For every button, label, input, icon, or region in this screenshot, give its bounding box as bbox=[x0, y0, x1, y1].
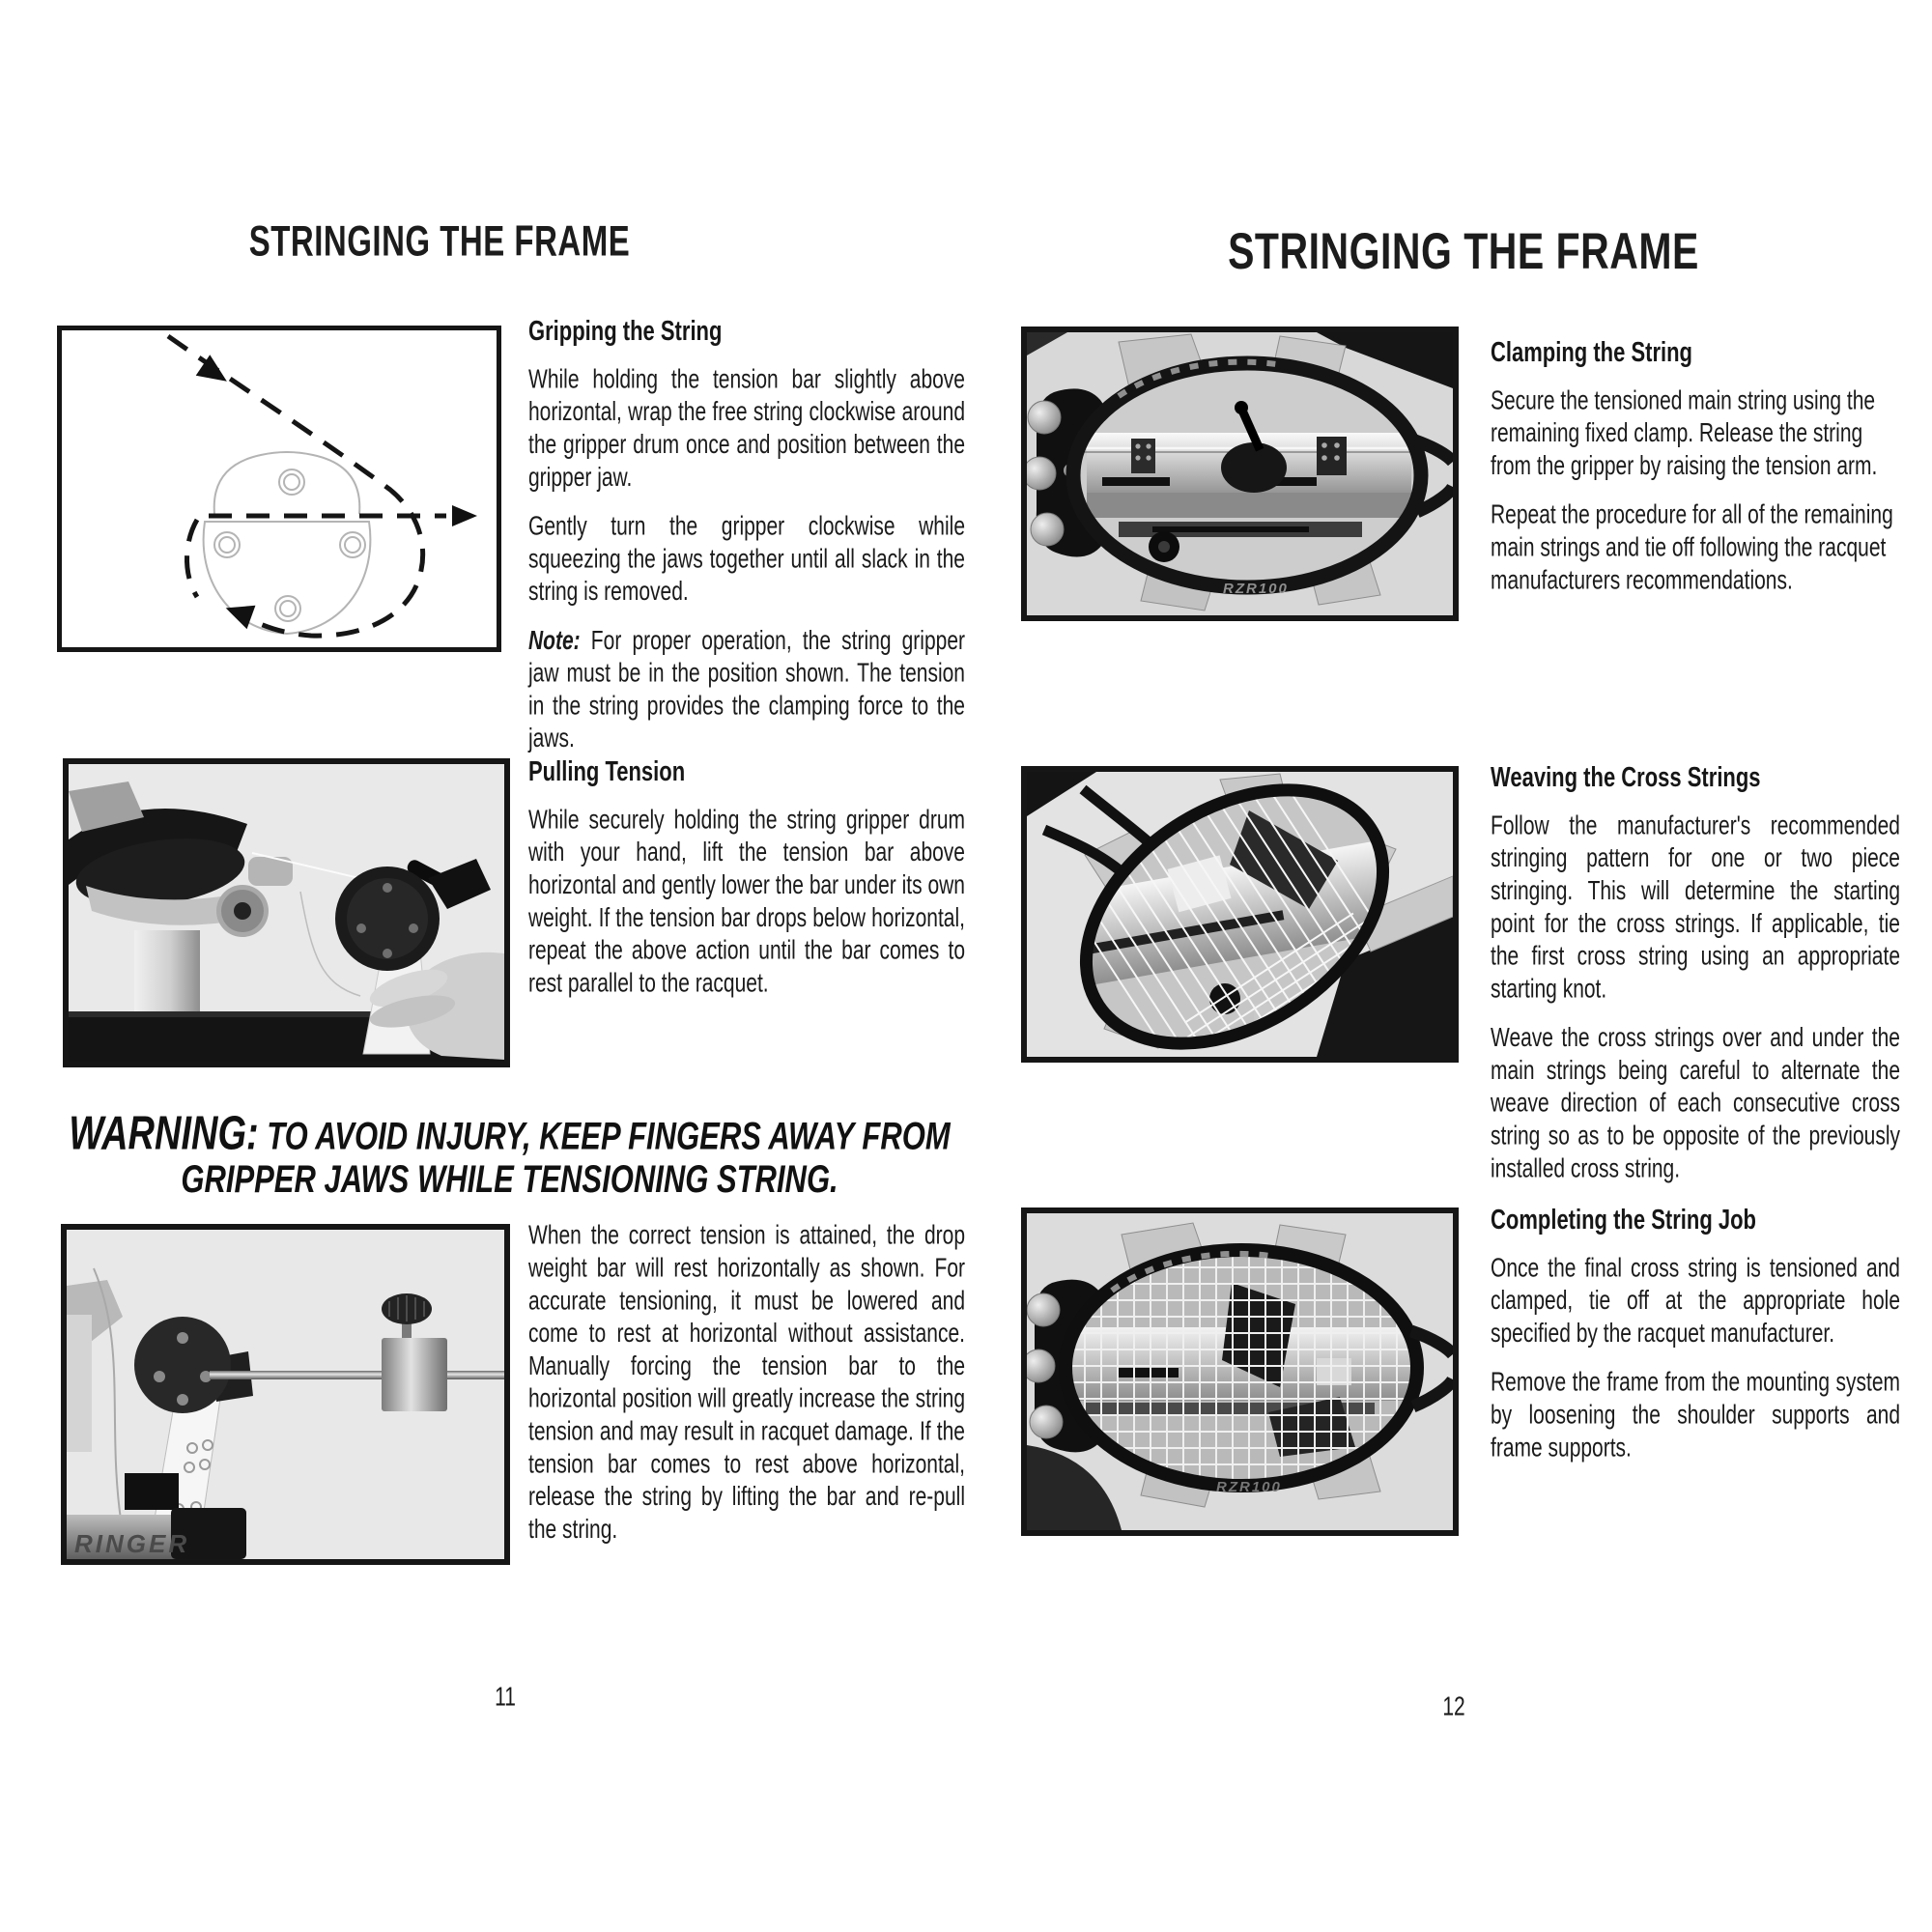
paragraph: Secure the tensioned main string using the remaining fixed clamp. Release the string from the gripper by raising the tension arm. bbox=[1491, 386, 1878, 481]
paragraph: Gently turn the gripper clockwise while squeezing the jaws together until all slack in the string is removed. bbox=[528, 512, 965, 607]
section-heading: Completing the String Job bbox=[1491, 1204, 1756, 1236]
section-heading: Weaving the Cross Strings bbox=[1491, 761, 1761, 793]
round-knob-center bbox=[1158, 541, 1170, 553]
completed-stringing-photo bbox=[1021, 1208, 1459, 1536]
paragraph: While securely holding the string gripper drum with your hand, lift the tension bar above horizontal and gently lower the bar under its own weight. If the tension bar drops below horizontal, repeat the above action until the bar comes to rest parallel to the racquet. bbox=[528, 806, 965, 998]
note-label: Note: bbox=[528, 626, 581, 656]
racquet-model-text: RZR100 bbox=[1216, 1479, 1282, 1495]
clamping-photo bbox=[1021, 327, 1459, 621]
pulling-tension-art bbox=[69, 764, 504, 1062]
note-text: For proper operation, the string gripper jaw must be in the position shown. The tension in the string provides the clamping force to the jaws. bbox=[528, 626, 965, 753]
weaving-art bbox=[1027, 772, 1453, 1057]
weight-cylinder bbox=[382, 1338, 447, 1411]
gripper-wrap-diagram bbox=[57, 326, 501, 652]
paragraph: Follow the manufacturer's recommended stringing pattern for one or two piece stringing. This will determine the starting point for the cross strings. If applicable, tie the first cross string using an appropriate starting knot. bbox=[1491, 811, 1900, 1004]
base-pad bbox=[125, 1473, 179, 1510]
section-gripping-the-string bbox=[528, 315, 965, 772]
completed-art bbox=[1027, 1213, 1453, 1530]
page-number-right: 12 bbox=[1442, 1692, 1465, 1721]
page-number-left: 11 bbox=[495, 1683, 516, 1712]
pulling-tension-photo bbox=[63, 758, 510, 1067]
rail-shadow bbox=[1087, 493, 1411, 518]
section-pulling-tension bbox=[528, 755, 965, 1016]
gripper-diagram-art bbox=[62, 330, 497, 647]
rail-slot bbox=[1152, 526, 1309, 532]
rail-slot bbox=[1102, 477, 1170, 486]
machine-brand-text: RINGER bbox=[74, 1529, 190, 1558]
section-heading: Pulling Tension bbox=[528, 755, 686, 787]
paragraph: Repeat the procedure for all of the remaining main strings and tie off following the racquet manufacturers recommendations. bbox=[1491, 500, 1893, 595]
gripper-drum bbox=[1221, 442, 1287, 493]
section-clamping-the-string bbox=[1491, 336, 1900, 613]
section-heading: Gripping the String bbox=[528, 315, 723, 347]
warning-text: TO AVOID INJURY, KEEP FINGERS AWAY FROM GRIPPER JAWS WHILE TENSIONING STRING. bbox=[181, 1114, 951, 1201]
drop-weight-photo bbox=[61, 1224, 510, 1565]
drop-weight-art bbox=[67, 1230, 504, 1559]
section-completing-string-job bbox=[1491, 1204, 1900, 1481]
background-post bbox=[67, 1315, 92, 1452]
lever-tip bbox=[1235, 401, 1248, 414]
paragraph: Once the final cross string is tensioned and clamped, tie off at the appropriate hole specified by the racquet manufacturer. bbox=[1491, 1254, 1900, 1349]
knob-center bbox=[234, 902, 251, 920]
clamping-art bbox=[1027, 332, 1453, 615]
paragraph: While holding the tension bar slightly above horizontal, wrap the free string clockwise around the gripper drum once and position between the gripper jaw. bbox=[528, 365, 965, 493]
note-paragraph bbox=[528, 625, 965, 755]
drop-weight-bar bbox=[210, 1371, 504, 1379]
racquet-model-text: RZR100 bbox=[1223, 581, 1289, 597]
paragraph: When the correct tension is attained, the drop weight bar will rest horizontally as shown. For accurate tensioning, it must be lowered and come to rest at horizontal without assistance. Manually forcing the tension bar to the horizontal position will greatly increase the string tension and may result in racquet damage. If the tension bar comes to rest above horizontal, release the string by lifting the bar and re-pull the string. bbox=[528, 1221, 965, 1545]
warning-banner bbox=[58, 1107, 961, 1201]
page-title-right: STRINGING THE FRAME bbox=[1228, 222, 1699, 280]
warning-label: WARNING: bbox=[69, 1107, 259, 1161]
section-weaving-cross-strings bbox=[1491, 761, 1900, 1202]
paragraph: Remove the frame from the mounting system by loosening the shoulder supports and frame supports. bbox=[1491, 1368, 1900, 1463]
section-heading: Clamping the String bbox=[1491, 336, 1692, 368]
page-title-left: STRINGING THE FRAME bbox=[248, 216, 631, 265]
paragraph: Weave the cross strings over and under the main strings being careful to alternate the weave direction of each consecutive cross string so as to be opposite of the previously installed cross string. bbox=[1491, 1023, 1900, 1183]
section-drop-weight bbox=[528, 1220, 965, 1563]
weaving-photo bbox=[1021, 766, 1459, 1063]
